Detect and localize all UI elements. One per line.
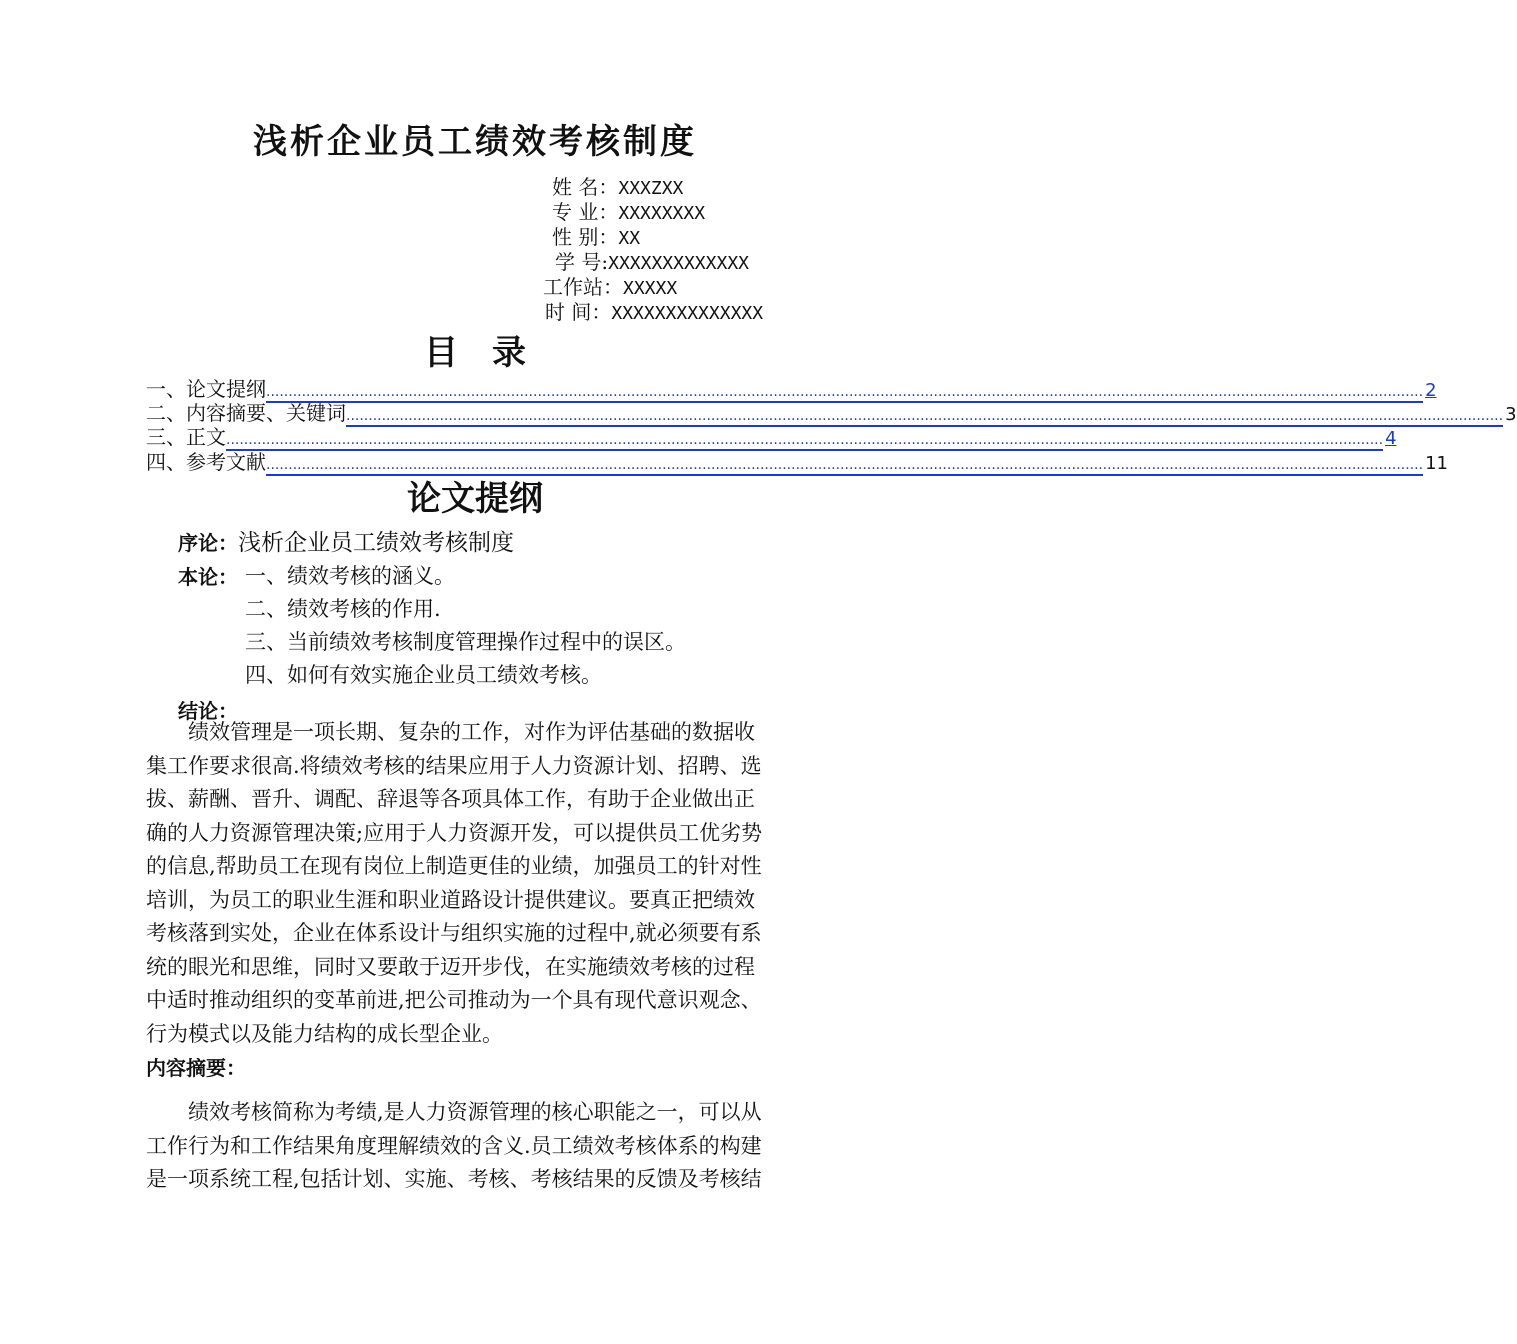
info-label: 工作站： [543,275,623,299]
paragraph-line: 培训，为员工的职业生涯和职业道路设计提供建议。要真正把绩效 [146,887,755,912]
info-label: 专 业： [552,200,619,224]
info-value: XXXXXXXXXXXXX [608,253,749,274]
paragraph-line: 中适时推动组织的变革前进,把公司推动为一个具有现代意识观念、 [146,988,762,1012]
paragraph-line: 绩效管理是一项长期、复杂的工作，对作为评估基础的数据收 [188,720,755,744]
toc-heading-char: 目 [424,333,492,373]
toc-entry-label: 四、参考文献 [146,450,266,474]
info-value: XXXXXXXXXXXXXX [611,303,764,324]
list-item: 二、绩效考核的作用. [245,597,441,621]
list-item: 三、当前绩效考核制度管理操作过程中的误区。 [245,630,686,654]
info-row [552,225,640,251]
info-label: 性 别： [552,225,619,249]
paragraph-line: 工作行为和工作结果角度理解绩效的含义.员工绩效考核体系的构建 [146,1133,762,1158]
list-item: 一、绩效考核的涵义。 [245,564,455,588]
paragraph-line: 确的人力资源管理决策;应用于人力资源开发，可以提供员工优劣势 [146,820,763,845]
paragraph-line: 行为模式以及能力结构的成长型企业。 [146,1021,503,1046]
preface-text: 浅析企业员工绩效考核制度 [238,530,514,556]
abstract-paragraph [146,1096,806,1197]
info-row [545,300,763,326]
info-label: 姓 名： [552,175,619,199]
body-label: 本论： [178,565,238,589]
toc-entry[interactable] [146,401,1517,427]
list-item: 四、如何有效实施企业员工绩效考核。 [245,663,602,687]
toc-leader-dots: .................................................................................................................................................................................................................................................................... [226,431,1383,451]
info-value: XXXXXXXX [618,203,706,224]
info-value: XXXZXX [618,178,684,199]
abstract-label: 内容摘要： [146,1056,246,1080]
info-value: XXXXX [623,278,678,299]
info-row [552,175,683,201]
toc-heading [0,330,950,376]
info-row [555,250,749,276]
paragraph-line: 绩效考核简称为考绩,是人力资源管理的核心职能之一，可以从 [188,1100,762,1124]
toc-entry-label: 二、内容摘要、关键词 [146,401,346,425]
toc-heading-char: 录 [492,333,526,373]
paragraph-line: 拔、薪酬、晋升、调配、辞退等各项具体工作，有助于企业做出正 [146,787,755,811]
toc-page-number[interactable]: 2 [1425,380,1437,401]
paragraph-line: 的信息,帮助员工在现有岗位上制造更佳的业绩，加强员工的针对性 [146,854,762,878]
info-label: 学 号: [555,250,609,274]
toc-leader-dots: .................................................................................................................................................................................................................................................................... [266,383,1423,403]
outline-heading: 论文提纲 [407,479,543,519]
paragraph-line: 统的眼光和思维，同时又要敢于迈开步伐，在实施绩效考核的过程 [146,954,755,979]
info-row [552,200,705,226]
paragraph-line: 考核落到实处，企业在体系设计与组织实施的过程中,就必须要有系 [146,921,762,945]
conclusion-label: 结论： [178,699,238,723]
conclusion-paragraph [146,716,806,1051]
info-row [543,275,677,301]
toc-entry-label: 三、正文 [146,425,226,449]
info-value: XX [618,228,641,249]
toc-entry-label: 一、论文提纲 [146,377,266,401]
toc-page-number: 3 [1505,404,1517,425]
toc-entry[interactable] [146,450,1448,476]
toc-entry[interactable] [146,425,1397,451]
toc-page-number: 11 [1425,453,1448,474]
paragraph-line: 是一项系统工程,包括计划、实施、考核、考核结果的反馈及考核结 [146,1167,762,1191]
toc-leader-dots: .................................................................................................................................................................................................................................................................... [266,456,1423,476]
preface-row [178,524,514,557]
document-title: 浅析企业员工绩效考核制度 [253,122,697,162]
paragraph-line: 集工作要求很高.将绩效考核的结果应用于人力资源计划、招聘、选 [146,753,762,778]
toc-leader-dots: .................................................................................................................................................................................................................................................................... [346,407,1503,427]
toc-entry[interactable] [146,377,1437,403]
body-list [245,560,686,692]
preface-label: 序论： [178,531,238,555]
toc-page-number[interactable]: 4 [1385,428,1397,449]
info-label: 时 间： [545,300,612,324]
